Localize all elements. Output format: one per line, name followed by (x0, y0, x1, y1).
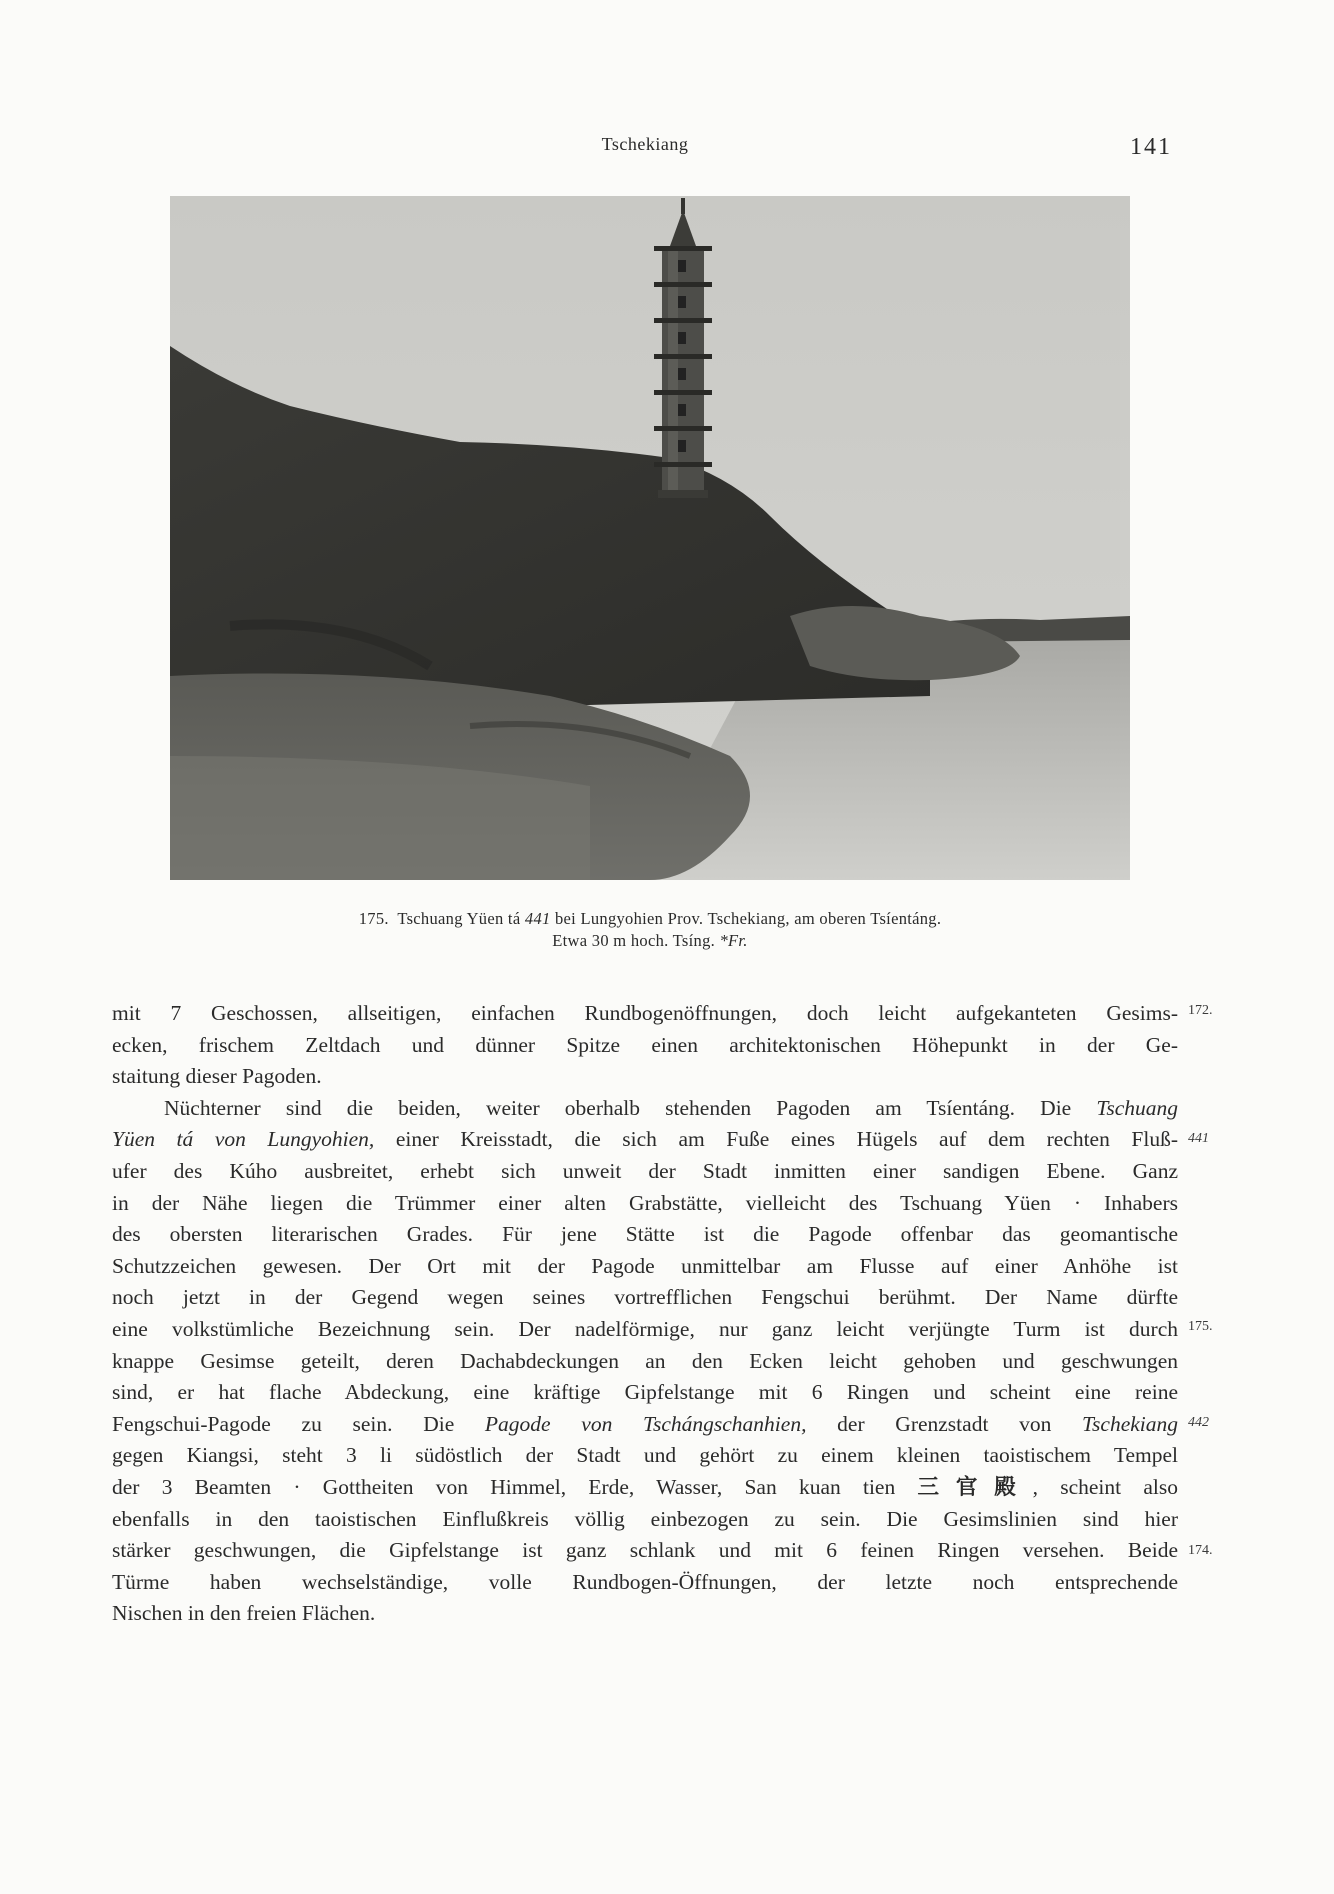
running-head: Tschekiang (601, 134, 689, 154)
text-line: sind, er hat flache Abdeckung, eine kräftige Gipfelstange mit 6 Ringen und scheint eine reine (112, 1380, 1178, 1405)
text-line: noch jetzt in der Gegend wegen seines vortrefflichen Fengschui berühmt. Der Name dürfte (112, 1285, 1178, 1310)
margin-reference: 175. (1188, 1319, 1213, 1334)
photo-illustration (170, 196, 1130, 880)
text-line: ebenfalls in den taoistischen Einflußkreis völlig einbezogen zu sein. Die Gesimslinien sind hier (112, 1506, 1178, 1531)
chinese-characters: 三官殿 (917, 1474, 1033, 1500)
text-line: ecken, frischem Zeltdach und dünner Spitze einen architektonischen Höhepunkt in der Ge- (112, 1032, 1178, 1057)
text-line: des obersten literarischen Grades. Für jene Stätte ist die Pagode offenbar das geomantische (112, 1222, 1178, 1247)
margin-reference: 174. (1188, 1543, 1213, 1558)
page-number: 141 (1130, 134, 1172, 160)
text-line: stärker geschwungen, die Gipfelstange ist ganz schlank und mit 6 feinen Ringen versehen. Beide (112, 1538, 1178, 1563)
margin-reference: 442 (1188, 1415, 1209, 1430)
caption-line-1: 175. Tschuang Yüen tá 441 bei Lungyohien Prov. Tschekiang, am oberen Tsíentáng. (358, 909, 942, 928)
body-text (112, 998, 1178, 1630)
caption-line-2: Etwa 30 m hoch. Tsíng. *Fr. (552, 931, 748, 950)
text-line: in der Nähe liegen die Trümmer einer alten Grabstätte, vielleicht des Tschuang Yüen · Inhabers (112, 1190, 1178, 1215)
margin-reference: 441 (1188, 1131, 1209, 1146)
text-line: der 3 Beamten · Gottheiten von Himmel, Erde, Wasser, San kuan tien 三官殿, scheint also (112, 1474, 1178, 1500)
text-line: Nüchterner sind die beiden, weiter oberhalb stehenden Pagoden am Tsíentáng. Die Tschuang (164, 1095, 1178, 1120)
pagoda-photograph (170, 196, 1130, 880)
text-line: Nischen in den freien Flächen. (112, 1601, 376, 1626)
text-line: gegen Kiangsi, steht 3 li südöstlich der Stadt und gehört zu einem kleinen taoistischem Tempel (112, 1443, 1178, 1468)
figure-caption (180, 908, 1120, 952)
text-line: knappe Gesimse geteilt, deren Dachabdeckungen an den Ecken leicht gehoben und geschwungen (112, 1348, 1178, 1373)
margin-reference: 172. (1188, 1003, 1213, 1018)
text-line: Yüen tá von Lungyohien, einer Kreisstadt, die sich am Fuße eines Hügels auf dem rechten Fluß- (112, 1127, 1178, 1152)
text-line: ufer des Kúho ausbreitet, erhebt sich unweit der Stadt inmitten einer sandigen Ebene. Ganz (112, 1158, 1178, 1183)
text-line: eine volkstümliche Bezeichnung sein. Der nadelförmige, nur ganz leicht verjüngte Turm ist durch (112, 1316, 1178, 1341)
text-line: mit 7 Geschossen, allseitigen, einfachen Rundbogenöffnungen, doch leicht aufgekanteten Gesims- (112, 1001, 1178, 1025)
text-line: Fengschui-Pagode zu sein. Die Pagode von Tschángschanhien, der Grenzstadt von Tschekiang (112, 1411, 1178, 1436)
text-line: Schutzzeichen gewesen. Der Ort mit der Pagode unmittelbar am Flusse auf einer Anhöhe ist (112, 1253, 1178, 1278)
text-line: staitung dieser Pagoden. (112, 1064, 322, 1089)
text-line: Türme haben wechselständige, volle Rundbogen-Öffnungen, der letzte noch entsprechende (112, 1569, 1178, 1594)
